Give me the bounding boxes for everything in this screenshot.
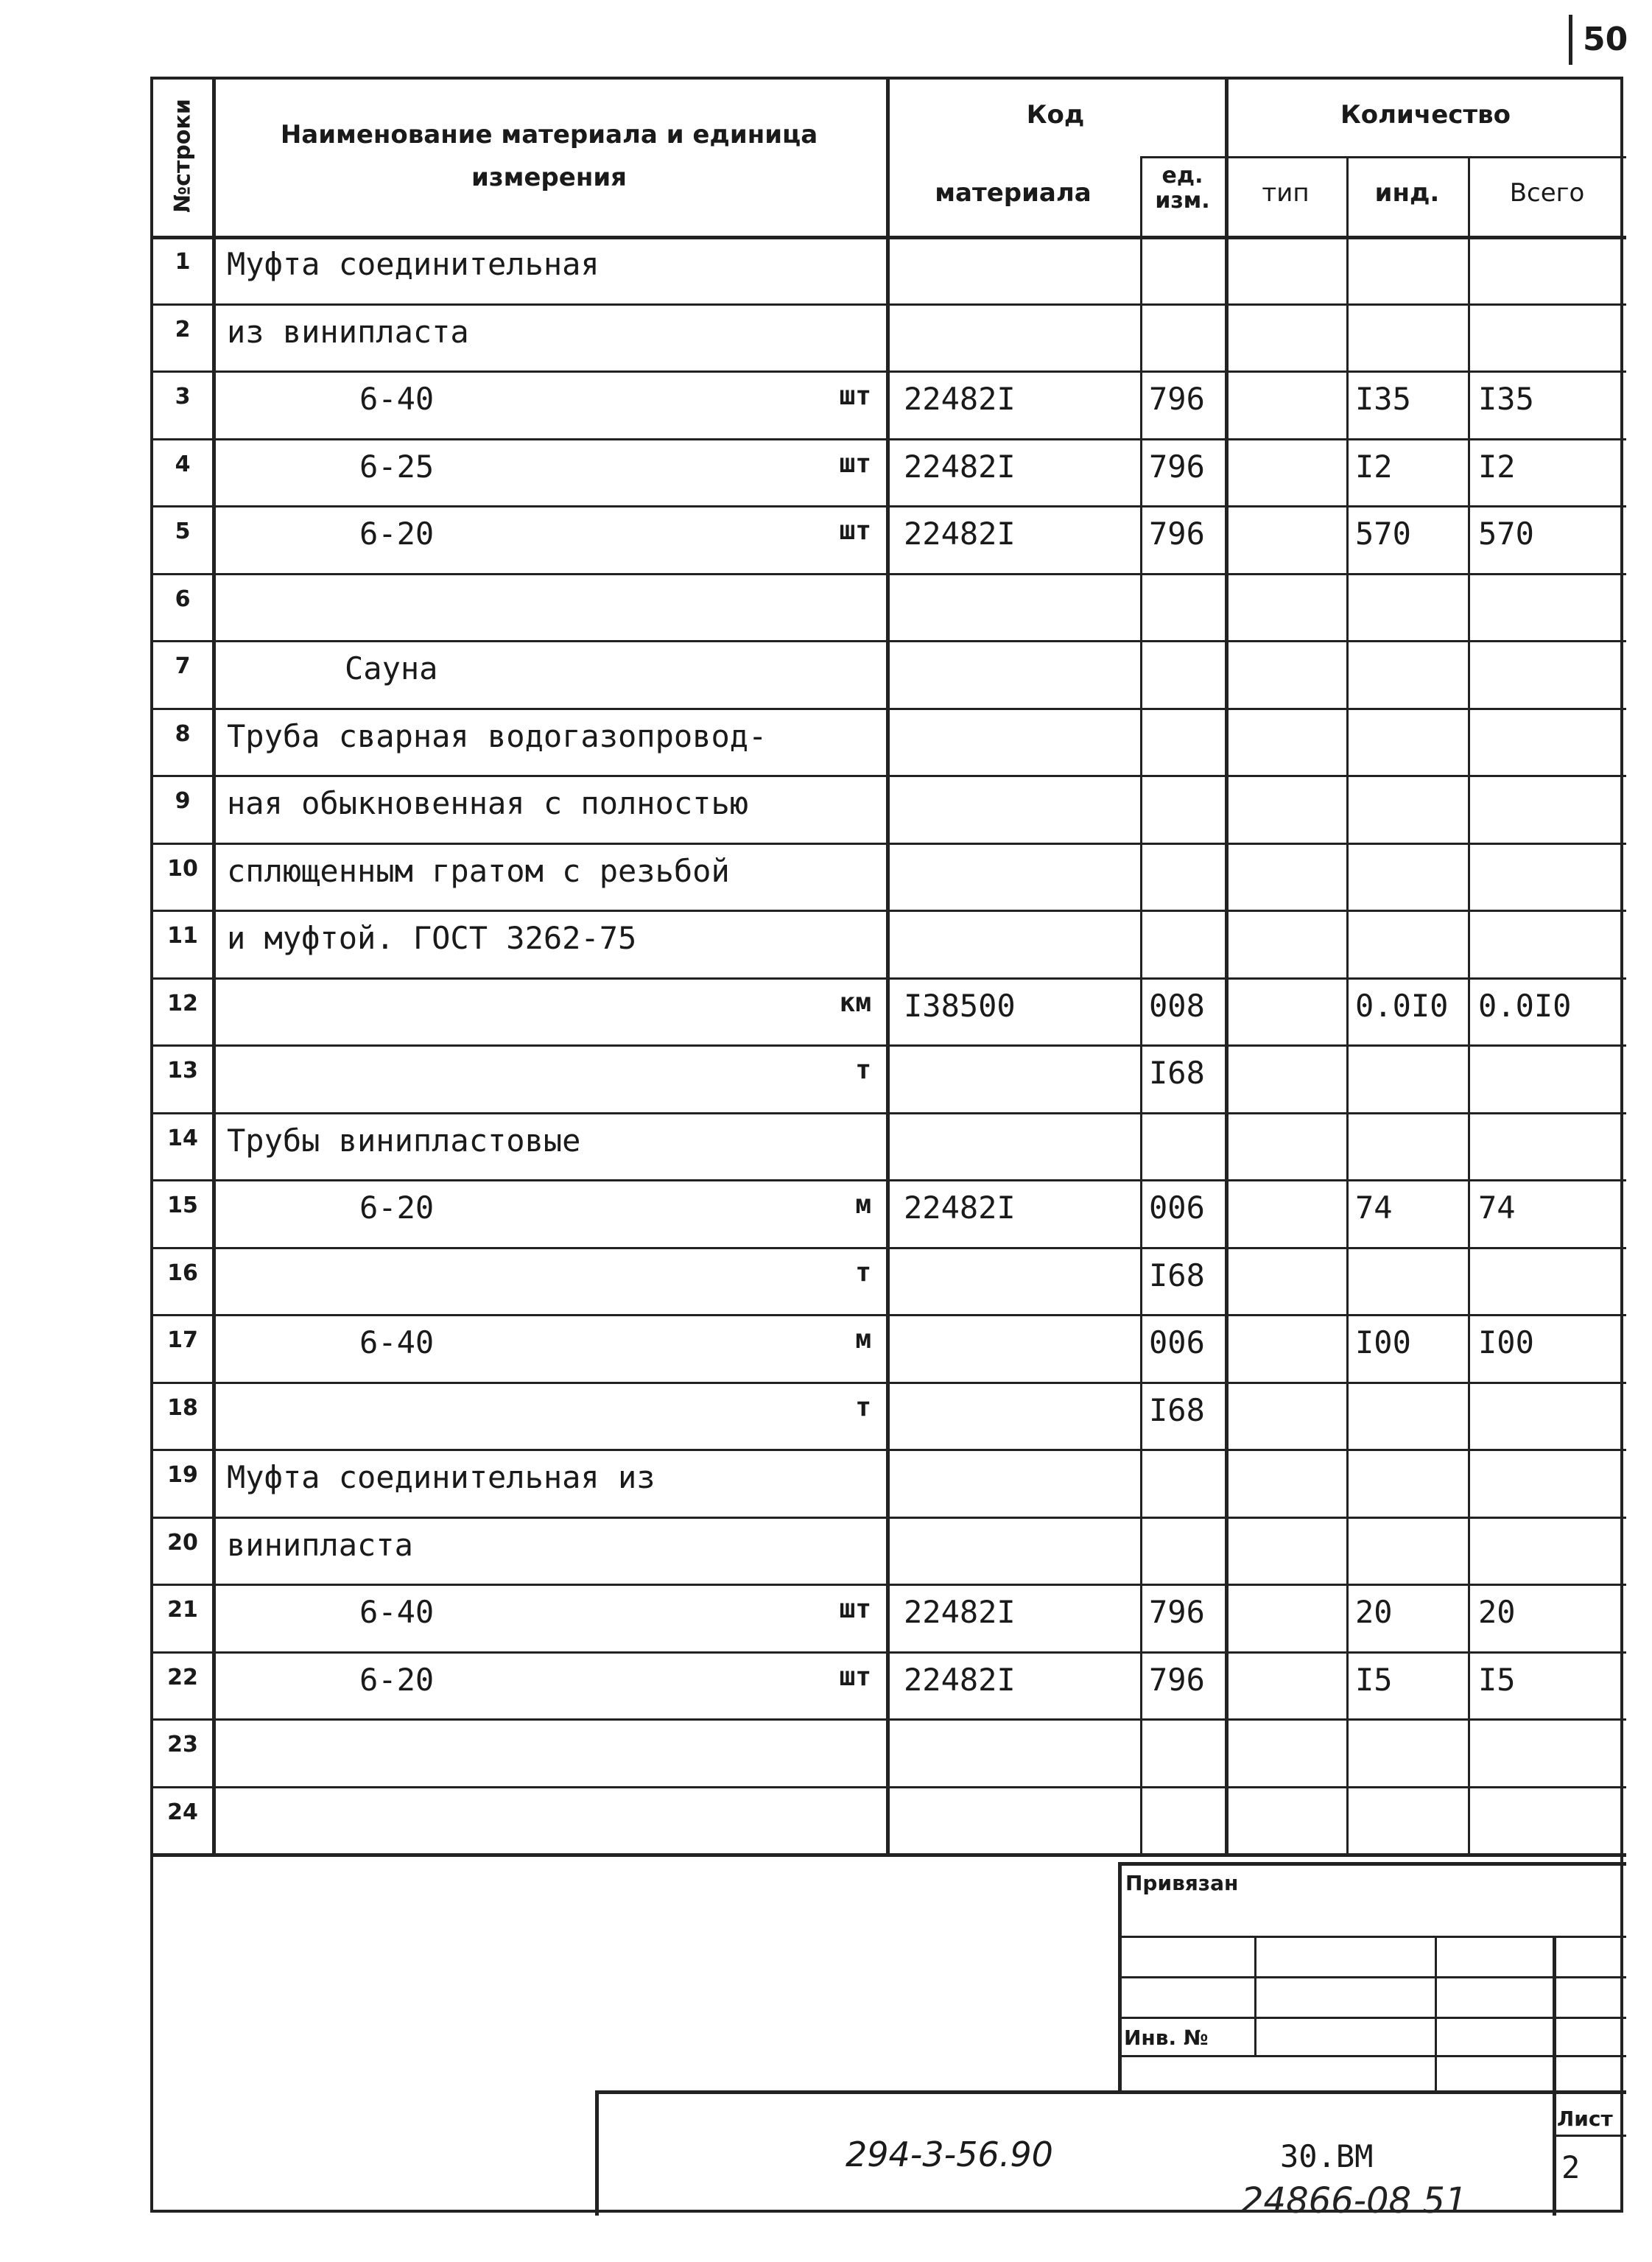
unit-code: I68 — [1149, 1391, 1205, 1428]
attached-label: Привязан — [1125, 1871, 1239, 1895]
unit-code: 796 — [1149, 381, 1205, 417]
material-name: 6-20 — [359, 1661, 435, 1698]
row-rule — [153, 1584, 1626, 1586]
stamp-col — [1435, 1936, 1437, 2094]
row-rule — [153, 977, 1626, 980]
document-mark: 30.ВМ — [1280, 2138, 1374, 2174]
material-code: I38500 — [904, 987, 1016, 1024]
row-rule — [153, 438, 1626, 440]
sheet-number: 2 — [1561, 2149, 1581, 2185]
row-rule — [153, 910, 1626, 912]
quantity-individual: I2 — [1355, 448, 1393, 485]
unit-code: 006 — [1149, 1324, 1205, 1360]
header-material-code: материала — [935, 178, 1092, 208]
row-number: 14 — [167, 1125, 198, 1151]
quantity-individual: 74 — [1355, 1190, 1393, 1226]
document-number: 294-3-56.90 — [846, 2135, 1053, 2174]
stamp-col — [1254, 1936, 1256, 2055]
unit-code: 008 — [1149, 987, 1205, 1024]
unit-code: I68 — [1149, 1055, 1205, 1091]
unit-of-measure: км — [839, 987, 871, 1018]
row-number: 9 — [175, 788, 191, 814]
row-rule — [153, 1382, 1626, 1384]
header-row-number: №строки — [169, 99, 196, 213]
material-name: 6-40 — [359, 1594, 435, 1630]
unit-of-measure: т — [855, 1391, 871, 1422]
material-code: 22482I — [904, 1661, 1016, 1698]
row-number: 7 — [175, 653, 191, 679]
row-rule — [153, 1786, 1626, 1788]
stamp-rule — [1118, 2017, 1626, 2019]
doc-row-left-rule — [595, 2090, 599, 2216]
stamp-top-rule — [1118, 1862, 1626, 1866]
quantity-individual: I00 — [1355, 1324, 1411, 1360]
quantity-total: I00 — [1478, 1324, 1534, 1360]
col-rownum-right — [212, 80, 216, 1853]
material-name: 6-20 — [359, 516, 435, 552]
row-number: 17 — [167, 1327, 198, 1353]
header-bottom-rule — [153, 236, 1626, 239]
col-code-right — [1140, 156, 1142, 1853]
row-number: 19 — [167, 1462, 198, 1488]
archive-number: 24866-08 51 — [1241, 2180, 1468, 2221]
unit-code: I68 — [1149, 1257, 1205, 1293]
quantity-total: 20 — [1478, 1594, 1516, 1630]
unit-code: 796 — [1149, 1661, 1205, 1698]
quantity-individual: 0.0I0 — [1355, 987, 1449, 1024]
stamp-rule — [1118, 1976, 1626, 1978]
sheet-col-rule — [1553, 2090, 1556, 2216]
row-number: 8 — [175, 720, 191, 747]
row-rule — [153, 1651, 1626, 1654]
row-rule — [153, 775, 1626, 777]
sheet-label: Лист — [1557, 2107, 1613, 2131]
material-name: Муфта соединительная из — [227, 1459, 655, 1495]
col-name-right — [886, 80, 890, 1853]
row-rule — [153, 573, 1626, 575]
table-bottom-rule — [153, 1853, 1626, 1857]
row-rule — [153, 1517, 1626, 1519]
col-unit-right — [1225, 80, 1229, 1853]
material-code: 22482I — [904, 516, 1016, 552]
material-name: ная обыкновенная с полностью — [227, 785, 749, 821]
quantity-total: 570 — [1478, 516, 1534, 552]
quantity-individual: I35 — [1355, 381, 1411, 417]
unit-of-measure: м — [855, 1190, 871, 1220]
doc-row-top-rule — [595, 2090, 1626, 2094]
material-name: Труба сварная водогазопровод- — [227, 717, 767, 754]
material-sheet — [150, 77, 1623, 2213]
row-number: 22 — [167, 1664, 198, 1690]
row-rule — [153, 370, 1626, 373]
row-rule — [153, 1179, 1626, 1181]
material-code: 22482I — [904, 1190, 1016, 1226]
stamp-rule — [1118, 1936, 1626, 1938]
header-quantity: Количество — [1340, 100, 1511, 130]
row-number: 16 — [167, 1260, 198, 1286]
quantity-individual: 570 — [1355, 516, 1411, 552]
quantity-total: 74 — [1478, 1190, 1516, 1226]
row-number: 18 — [167, 1394, 198, 1421]
material-name: 6-40 — [359, 1324, 435, 1360]
row-number: 10 — [167, 855, 198, 882]
row-rule — [153, 640, 1626, 642]
row-number: 24 — [167, 1799, 198, 1825]
material-name: 6-20 — [359, 1190, 435, 1226]
row-number: 13 — [167, 1058, 198, 1083]
unit-of-measure: шт — [839, 381, 871, 411]
header-code: Код — [1026, 100, 1085, 130]
row-number: 11 — [167, 923, 198, 949]
row-number: 3 — [175, 384, 191, 410]
row-rule — [153, 1718, 1626, 1721]
unit-of-measure: шт — [839, 1661, 871, 1692]
material-name: 6-25 — [359, 448, 435, 485]
row-rule — [153, 1112, 1626, 1114]
unit-of-measure: шт — [839, 448, 871, 479]
material-name: из винипласта — [227, 313, 469, 350]
unit-of-measure: шт — [839, 516, 871, 546]
header-unit-code: ед. изм. — [1155, 163, 1210, 214]
unit-code: 006 — [1149, 1190, 1205, 1226]
material-code: 22482I — [904, 381, 1016, 417]
material-code: 22482I — [904, 1594, 1016, 1630]
col-type-right — [1346, 156, 1349, 1853]
sheet-label-rule — [1553, 2135, 1626, 2137]
material-name: и муфтой. ГОСТ 3262-75 — [227, 920, 637, 956]
unit-of-measure: т — [855, 1055, 871, 1085]
material-name: 6-40 — [359, 381, 435, 417]
unit-code: 796 — [1149, 516, 1205, 552]
material-name: сплющенным гратом с резьбой — [227, 852, 730, 889]
unit-of-measure: т — [855, 1257, 871, 1288]
inventory-number-label: Инв. № — [1124, 2026, 1209, 2050]
unit-code: 796 — [1149, 448, 1205, 485]
quantity-total: I2 — [1478, 448, 1516, 485]
unit-code: 796 — [1149, 1594, 1205, 1630]
unit-of-measure: шт — [839, 1594, 871, 1624]
quantity-individual: I5 — [1355, 1661, 1393, 1698]
header-material-name: Наименование материала и единица измерения — [280, 120, 818, 192]
row-rule — [153, 1044, 1626, 1047]
row-rule — [153, 505, 1626, 507]
page-number: 50 — [1569, 15, 1646, 65]
row-number: 15 — [167, 1193, 198, 1218]
row-number: 12 — [167, 990, 198, 1016]
material-name: Трубы винипластовые — [227, 1122, 581, 1159]
quantity-total: I5 — [1478, 1661, 1516, 1698]
row-rule — [153, 1314, 1626, 1316]
row-number: 1 — [175, 249, 191, 275]
row-number: 21 — [167, 1597, 198, 1623]
col-ind-right — [1468, 156, 1470, 1853]
material-code: 22482I — [904, 448, 1016, 485]
stamp-rule — [1118, 2055, 1626, 2057]
quantity-total: I35 — [1478, 381, 1534, 417]
row-rule — [153, 303, 1626, 306]
row-rule — [153, 843, 1626, 845]
row-number: 2 — [175, 316, 191, 343]
row-number: 4 — [175, 451, 191, 477]
unit-of-measure: м — [855, 1324, 871, 1355]
row-number: 6 — [175, 586, 191, 612]
row-number: 5 — [175, 519, 191, 544]
row-rule — [153, 1247, 1626, 1249]
material-name: Сауна — [345, 650, 438, 686]
row-rule — [153, 1449, 1626, 1451]
quantity-individual: 20 — [1355, 1594, 1393, 1630]
row-rule — [153, 708, 1626, 710]
quantity-total: 0.0I0 — [1478, 987, 1572, 1024]
header-individual: инд. — [1374, 178, 1440, 208]
header-sub-rule — [1140, 156, 1626, 158]
header-total: Всего — [1509, 178, 1585, 208]
material-name: Муфта соединительная — [227, 246, 600, 282]
material-name: винипласта — [227, 1526, 413, 1563]
header-type: тип — [1262, 178, 1310, 208]
row-number: 23 — [167, 1732, 198, 1757]
row-number: 20 — [167, 1529, 198, 1556]
